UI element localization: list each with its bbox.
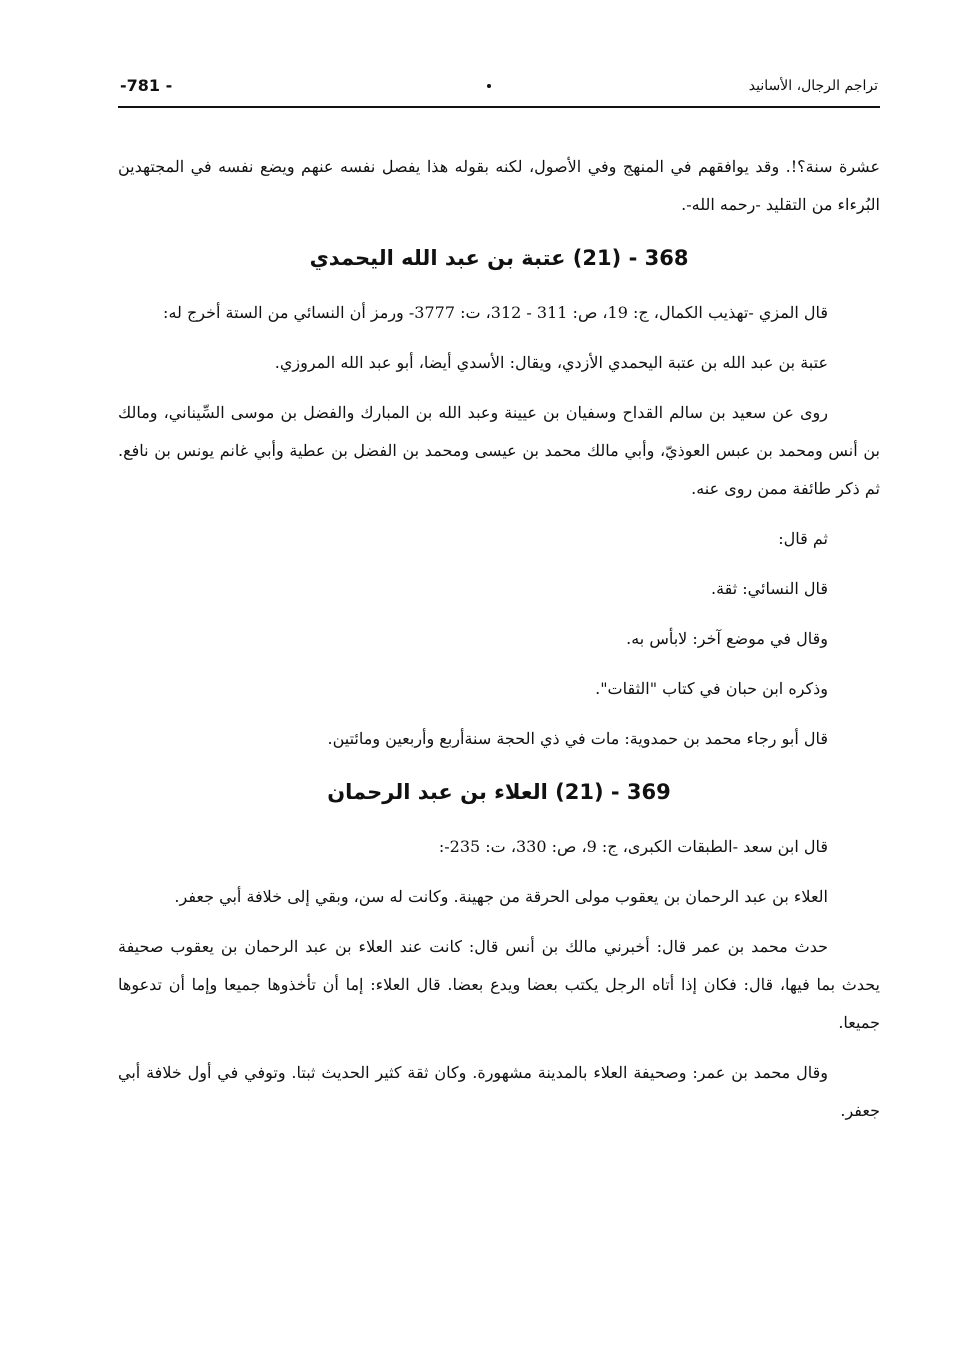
intro-paragraph: عشرة سنة؟!. وقد يوافقهم في المنهج وفي الأصول، لكنه بقوله هذا يفصل نفسه عنهم ويضع نفسه في المجتهدين البُرءاء من التقليد -رحمه الله-. — [118, 157, 881, 214]
entry-368-death: قال أبو رجاء محمد بن حمدوية: مات في ذي الحجة سنةأربع وأربعين ومائتين. — [327, 729, 828, 748]
entry-heading-368: 368 - (21) عتبة بن عبد الله اليحمدي — [309, 246, 689, 270]
entry-368-nasai: قال النسائي: ثقة. — [710, 579, 828, 598]
entry-heading-369: 369 - (21) العلاء بن عبد الرحمان — [327, 780, 671, 804]
entry-368-ibn-hibban: وذكره ابن حبان في كتاب "الثقات". — [595, 679, 828, 698]
entry-368-name: عتبة بن عبد الله بن عتبة اليحمدي الأزدي، ويقال: الأسدي أيضا، أبو عبد الله المروزي. — [274, 353, 828, 372]
entry-368-source: قال المزي -تهذيب الكمال، ج: 19، ص: 311 - 312، ت: 3777- ورمز أن النسائي من الستة أخرج له: — [163, 303, 828, 322]
entry-369-source: قال ابن سعد -الطبقات الكبرى، ج: 9، ص: 330، ت: 235-: — [438, 837, 828, 856]
entry-369-name: العلاء بن عبد الرحمان بن يعقوب مولى الحرقة من جهينة. وكانت له سن، وبقي إلى خلافة أبي جعفر. — [174, 887, 828, 906]
entry-369-reputation: وقال محمد بن عمر: وصحيفة العلاء بالمدينة مشهورة. وكان ثقة كثير الحديث ثبتا. وتوفي في أول خلافة أبي جعفر. — [118, 1063, 880, 1120]
entry-368-narrators: روى عن سعيد بن سالم القداح وسفيان بن عيينة وعبد الله بن المبارك والفضل بن موسى السِّيناني، ومالك بن أنس ومحمد بن عبس العوذيّ، وأبي مالك محمد بن عيسى ومحمد بن الفضل بن عطية وأبي غانم يونس بن نافع. ثم ذكر طائفة ممن روى عنه. — [118, 403, 881, 498]
running-title: تراجم الرجال، الأسانيد — [748, 78, 878, 94]
page-body — [118, 148, 880, 1130]
ink-dot — [487, 84, 491, 88]
entry-369-hadith: حدث محمد بن عمر قال: أخبرني مالك بن أنس قال: كانت عند العلاء بن عبد الرحمان بن يعقوب صحيفة يحدث بما فيها، قال: فكان إذا أتاه الرجل يكتب بعضا ويدع بعضا. قال العلاء: إما أن تأخذوها جميعا وإما أن تدعوها جميعا. — [118, 937, 880, 1032]
entry-368-other-place: وقال في موضع آخر: لابأس به. — [626, 629, 828, 648]
page-header — [118, 72, 880, 108]
page-number: -781 - — [120, 76, 173, 95]
entry-368-then-said: ثم قال: — [778, 529, 828, 548]
